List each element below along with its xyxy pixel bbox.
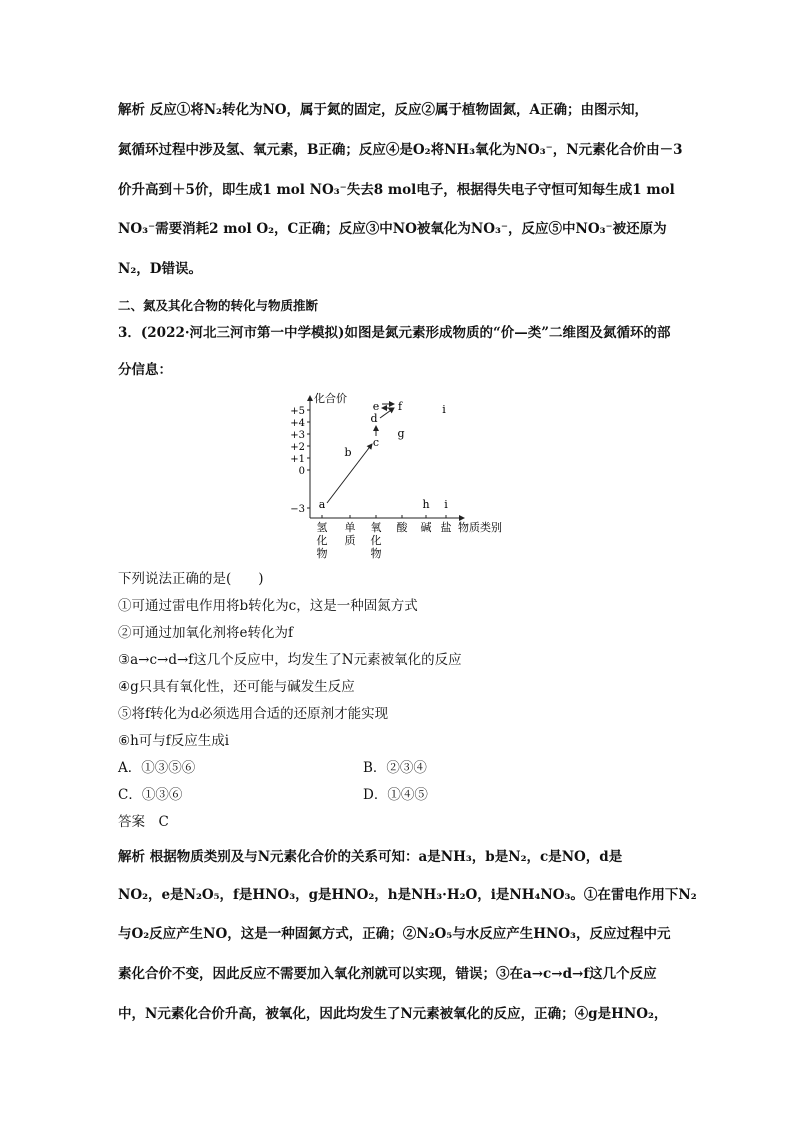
statement-6: ⑥h可与f反应生成i	[118, 733, 230, 749]
analysis1-line-1: 解析 反应①将N₂转化为NO，属于氮的固定，反应②属于植物固氮，A正确；由图示知，	[118, 102, 649, 118]
analysis2-line-5: 中，N元素化合价升高，被氧化，因此均发生了N元素被氧化的反应，正确；④g是HNO₂，	[118, 1006, 668, 1022]
question-stem-line-2: 分信息：	[118, 362, 172, 378]
y-tick-label: +2	[290, 442, 305, 453]
x-category-label: 氧	[370, 521, 382, 534]
point-label-i: i	[444, 498, 448, 511]
section-title: 二、氮及其化合物的转化与物质推断	[118, 298, 319, 313]
point-label-b: b	[344, 446, 352, 459]
x-category-label: 氢	[316, 521, 328, 534]
y-tick-label: +3	[290, 430, 305, 441]
answer: 答案 C	[118, 814, 169, 830]
statement-5: ⑤将f转化为d必须选用合适的还原剂才能实现	[118, 706, 389, 722]
point-label-c: c	[372, 436, 380, 449]
x-category-label: 酸	[396, 521, 408, 534]
x-category-label: 碱	[420, 521, 432, 534]
x-category-label: 物	[316, 547, 328, 560]
statement-3: ③a→c→d→f这几个反应中，均发生了N元素被氧化的反应	[118, 652, 462, 668]
x-category-label: 单	[344, 521, 356, 534]
point-label-f: f	[397, 400, 403, 413]
valence-class-chart	[280, 386, 520, 562]
option-b: B．②③④	[363, 760, 427, 776]
analysis1-line-5: N₂，D错误。	[118, 261, 202, 277]
analysis2-line-4: 素化合价不变，因此反应不需要加入氧化剂就可以实现，错误；③在a→c→d→f这几个反应	[118, 966, 657, 982]
statement-1: ①可通过雷电作用将b转化为c，这是一种固氮方式	[118, 598, 418, 614]
option-a: A．①③⑤⑥	[118, 760, 196, 776]
point-label-g: g	[397, 427, 405, 440]
x-category-label: 盐	[440, 521, 452, 534]
analysis2-line-1: 解析 根据物质类别及与N元素化合价的关系可知：a是NH₃，b是N₂，c是NO，d是	[118, 849, 623, 865]
x-axis-label: 物质类别	[458, 521, 502, 534]
y-tick-label: 0	[298, 466, 305, 477]
question-stem-line-1: 3．(2022·河北三河市第一中学模拟)如图是氮元素形成物质的“价—类”二维图及氮循环的部	[118, 325, 671, 341]
statement-4: ④g只具有氧化性，还可能与碱发生反应	[118, 679, 355, 695]
analysis1-line-4: NO₃⁻需要消耗2 mol O₂，C正确；反应③中NO被氧化为NO₃⁻，反应⑤中NO₃⁻被还原为	[118, 221, 667, 237]
x-category-label: 质	[344, 534, 356, 547]
x-category-label: 化	[370, 534, 382, 547]
y-tick-label: +5	[290, 406, 305, 417]
y-tick-label: −3	[290, 504, 305, 515]
option-c: C．①③⑥	[118, 787, 183, 803]
point-label-h: h	[422, 498, 430, 511]
y-tick-label: +4	[290, 418, 305, 429]
arrow-d-to-f	[380, 408, 394, 418]
y-tick-label: +1	[290, 454, 305, 465]
option-d: D．①④⑤	[363, 787, 428, 803]
point-label-e: e	[372, 400, 380, 413]
x-category-label: 物	[370, 547, 382, 560]
y-axis-label: 化合价	[314, 392, 347, 405]
point-label-a: a	[318, 498, 326, 511]
analysis2-line-2: NO₂，e是N₂O₅，f是HNO₃，g是HNO₂，h是NH₃·H₂O，i是NH₄NO₃。①在雷电作用下N₂	[118, 887, 697, 903]
x-category-label: 化	[316, 534, 328, 547]
statement-2: ②可通过加氧化剂将e转化为f	[118, 625, 293, 641]
point-label-i: i	[442, 403, 446, 416]
analysis1-line-3: 价升高到＋5价，即生成1 mol NO₃⁻失去8 mol电子，根据得失电子守恒可知每生成1 mol	[118, 182, 675, 198]
analysis2-line-3: 与O₂反应产生NO，这是一种固氮方式，正确；②N₂O₅与水反应产生HNO₃，反应过程中元	[118, 926, 671, 942]
analysis1-line-2: 氮循环过程中涉及氢、氧元素，B正确；反应④是O₂将NH₃氧化为NO₃⁻，N元素化合价由－3	[118, 142, 683, 158]
point-label-d: d	[370, 412, 378, 425]
chart-root	[290, 391, 502, 560]
question-prompt: 下列说法正确的是( )	[118, 571, 264, 587]
